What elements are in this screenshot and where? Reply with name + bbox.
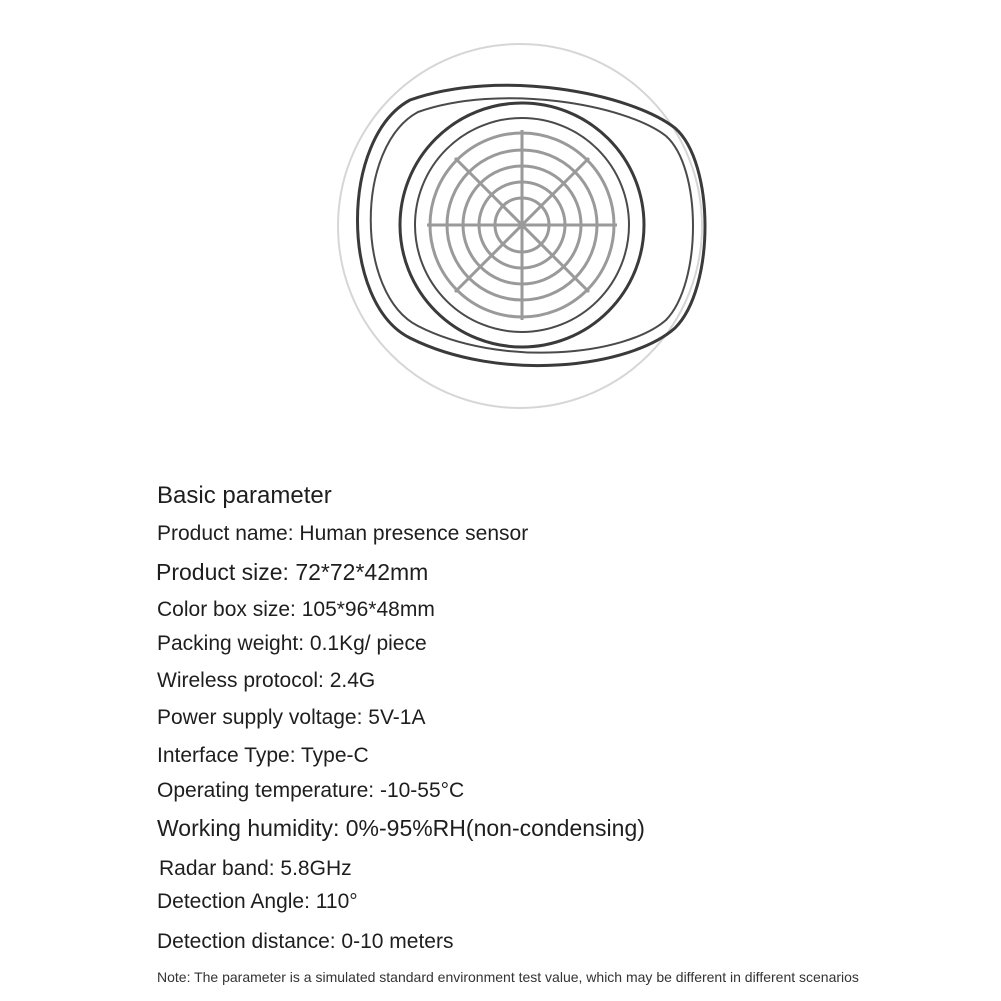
sensor-product-image: [330, 38, 720, 418]
spec-radar-band: Radar band: 5.8GHz: [159, 857, 352, 880]
spec-operating-temperature: Operating temperature: -10-55°C: [157, 779, 465, 802]
parameter-note: Note: The parameter is a simulated standard environment test value, which may be different in different scenarios: [157, 969, 859, 985]
spec-power-supply-voltage: Power supply voltage: 5V-1A: [157, 706, 426, 729]
spec-detection-angle: Detection Angle: 110°: [157, 890, 358, 913]
spec-detection-distance: Detection distance: 0-10 meters: [157, 930, 454, 953]
spec-color-box-size: Color box size: 105*96*48mm: [157, 598, 435, 621]
section-title: Basic parameter: [157, 482, 332, 509]
spec-interface-type: Interface Type: Type-C: [157, 744, 369, 767]
sensor-center-dot: [519, 222, 525, 228]
spec-wireless-protocol: Wireless protocol: 2.4G: [157, 669, 376, 692]
spec-product-size: Product size: 72*72*42mm: [156, 559, 429, 585]
spec-working-humidity: Working humidity: 0%-95%RH(non-condensing): [157, 815, 645, 841]
spec-packing-weight: Packing weight: 0.1Kg/ piece: [157, 632, 427, 655]
spec-product-name: Product name: Human presence sensor: [157, 522, 529, 545]
